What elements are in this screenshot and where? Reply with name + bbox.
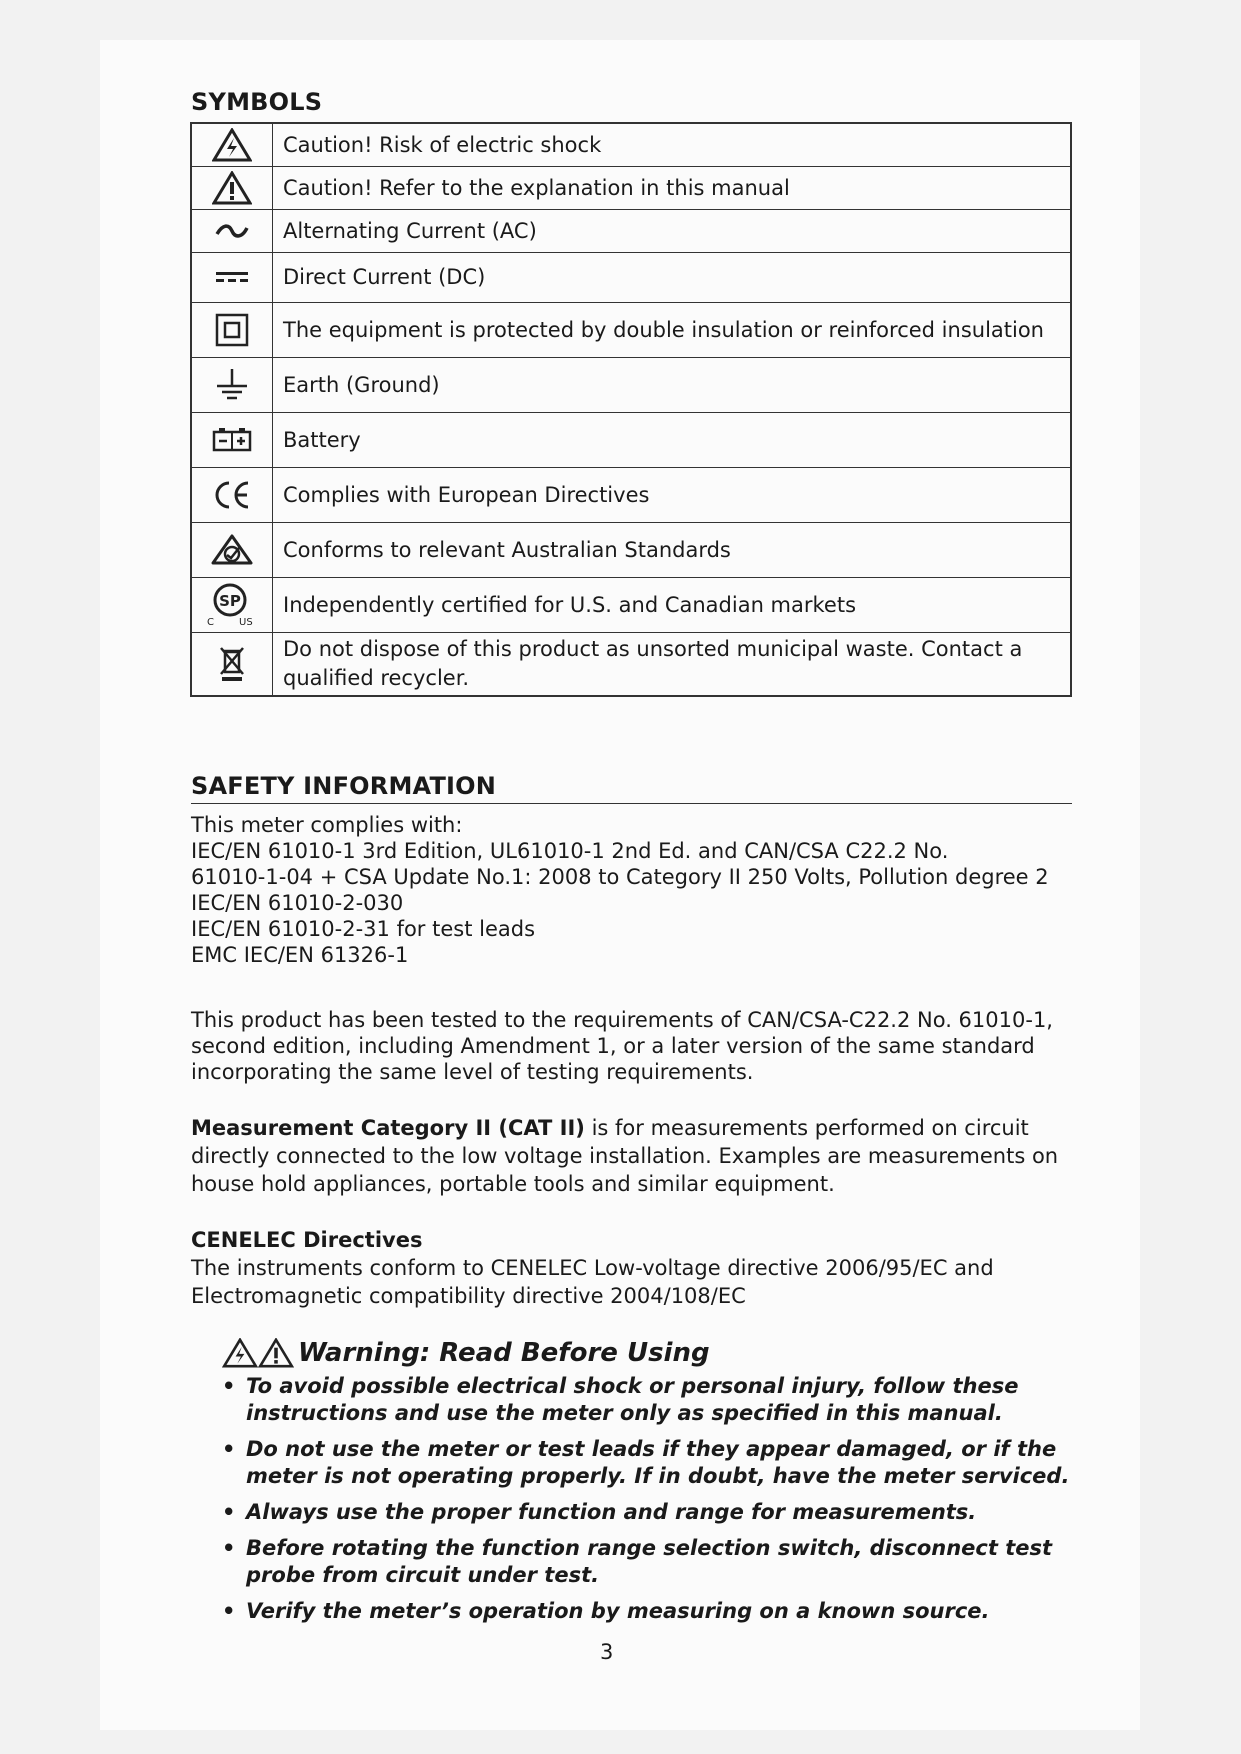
csa-mark-icon xyxy=(191,577,273,632)
earth-ground-icon xyxy=(191,357,273,412)
page-number: 3 xyxy=(600,1640,614,1664)
table-row xyxy=(191,252,1071,302)
warning-heading xyxy=(222,1337,1082,1369)
compliance-line: IEC/EN 61010-2-31 for test leads xyxy=(191,917,536,941)
compliance-line: This meter complies with: xyxy=(191,813,463,837)
symbol-description: Alternating Current (AC) xyxy=(273,209,1072,252)
csa-c-label: C xyxy=(207,616,214,628)
caution-triangle-icon xyxy=(191,166,273,209)
cenelec-heading: CENELEC Directives xyxy=(191,1228,423,1252)
table-row xyxy=(191,357,1071,412)
double-insulation-icon xyxy=(191,302,273,357)
list-item: • To avoid possible electrical shock or personal injury, follow these instructions and use the meter only as specified in this manual. xyxy=(222,1373,1082,1427)
table-row xyxy=(191,467,1071,522)
dc-icon xyxy=(191,252,273,302)
list-item: • Do not use the meter or test leads if they appear damaged, or if the meter is not operating properly. If in doubt, have the meter serviced. xyxy=(222,1436,1082,1490)
cenelec-text: The instruments conform to CENELEC Low-voltage directive 2006/95/EC and Electromagnetic compatibility directive 2004/108/EC xyxy=(191,1256,994,1308)
symbol-description: Caution! Risk of electric shock xyxy=(273,123,1072,166)
list-item: • Before rotating the function range selection switch, disconnect test probe from circuit under test. xyxy=(222,1535,1082,1589)
electric-shock-warning-icon xyxy=(191,123,273,166)
compliance-line: IEC/EN 61010-2-030 xyxy=(191,891,404,915)
category-label: Measurement Category II (CAT II) xyxy=(191,1116,585,1140)
symbol-description: Caution! Refer to the explanation in this manual xyxy=(273,166,1072,209)
cenelec-section xyxy=(191,1226,1091,1310)
symbol-description: Battery xyxy=(273,412,1072,467)
list-item: • Verify the meter’s operation by measuring on a known source. xyxy=(222,1598,1082,1625)
svg-text:SP: SP xyxy=(219,591,241,610)
compliance-line: 61010-1-04 + CSA Update No.1: 2008 to Category II 250 Volts, Pollution degree 2 xyxy=(191,865,1049,889)
compliance-line: EMC IEC/EN 61326-1 xyxy=(191,943,409,967)
electric-shock-warning-icon xyxy=(222,1338,258,1368)
ce-mark-icon xyxy=(191,467,273,522)
symbol-description: Direct Current (DC) xyxy=(273,252,1072,302)
safety-heading: SAFETY INFORMATION xyxy=(191,772,1072,804)
list-item: • Always use the proper function and range for measurements. xyxy=(222,1499,1082,1526)
table-row xyxy=(191,632,1071,696)
category-text: is for measurements performed on circuit directly connected to the low voltage installation. Examples are measurements on house hold appliances, portable tools and similar equipment. xyxy=(191,1116,1059,1196)
table-row xyxy=(191,522,1071,577)
symbols-table xyxy=(190,122,1072,697)
ac-tilde-icon xyxy=(191,209,273,252)
symbol-description: Do not dispose of this product as unsorted municipal waste. Contact a qualified recycler. xyxy=(273,632,1072,696)
battery-icon xyxy=(191,412,273,467)
symbols-heading: SYMBOLS xyxy=(191,88,323,116)
symbol-description: Complies with European Directives xyxy=(273,467,1072,522)
table-row xyxy=(191,166,1071,209)
warning-title: Warning: Read Before Using xyxy=(298,1338,710,1368)
symbol-description: The equipment is protected by double insulation or reinforced insulation xyxy=(273,302,1072,357)
rcm-mark-icon xyxy=(191,522,273,577)
csa-us-label: US xyxy=(239,616,253,628)
caution-triangle-icon xyxy=(258,1338,294,1368)
symbol-description: Independently certified for U.S. and Canadian markets xyxy=(273,577,1072,632)
compliance-list xyxy=(191,812,1091,968)
table-row xyxy=(191,123,1071,166)
warning-list xyxy=(222,1373,1082,1625)
tested-paragraph: This product has been tested to the requirements of CAN/CSA-C22.2 No. 61010-1, second edition, including Amendment 1, or a later version of the same standard incorporating the same level of testing requirements. xyxy=(191,1008,1053,1084)
measurement-category-paragraph xyxy=(191,1114,1091,1198)
compliance-line: IEC/EN 61010-1 3rd Edition, UL61010-1 2nd Ed. and CAN/CSA C22.2 No. xyxy=(191,839,949,863)
warning-block xyxy=(222,1337,1082,1634)
symbol-description: Conforms to relevant Australian Standards xyxy=(273,522,1072,577)
weee-bin-icon xyxy=(191,632,273,696)
table-row xyxy=(191,302,1071,357)
table-row xyxy=(191,412,1071,467)
table-row xyxy=(191,577,1071,632)
table-row xyxy=(191,209,1071,252)
symbol-description: Earth (Ground) xyxy=(273,357,1072,412)
